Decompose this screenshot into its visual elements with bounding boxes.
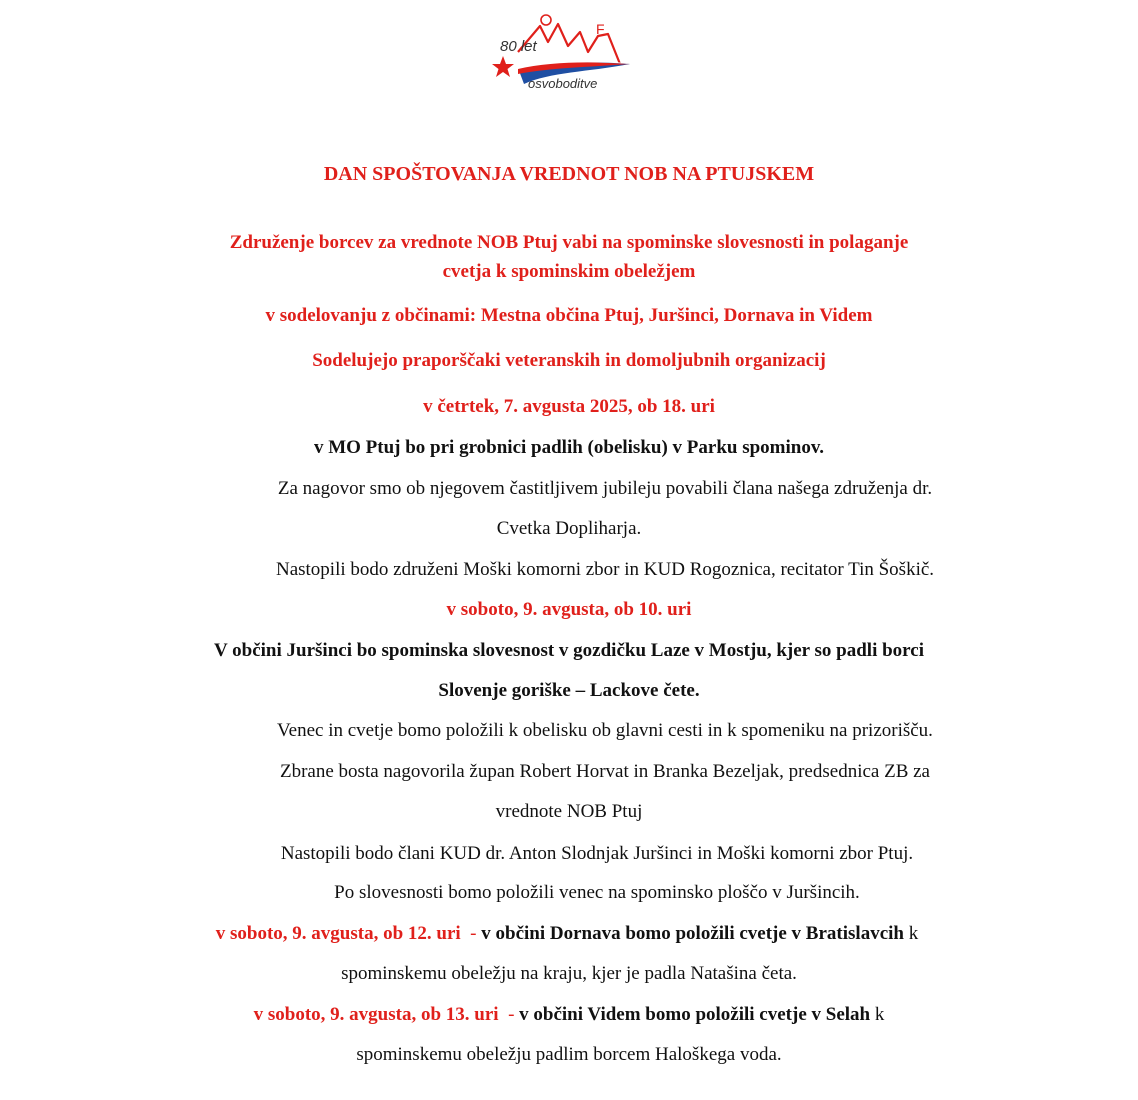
event4-dash: - [508, 1004, 520, 1025]
event4-tail: k [870, 1004, 885, 1025]
anniversary-logo [488, 12, 648, 97]
intro-line-1: Združenje borcev za vrednote NOB Ptuj vabi na spominske slovesnosti in polaganje [229, 232, 909, 253]
logo-word: osvoboditve [528, 76, 598, 91]
event3-line-1 [0, 922, 1136, 946]
star-icon [492, 56, 514, 77]
event1-performers: Nastopili bodo združeni Moški komorni zbor in KUD Rogoznica, recitator Tin Šoškič. [275, 559, 935, 580]
intro-line-4: Sodelujejo praporščaki veteranskih in domoljubnih organizacij [312, 350, 826, 371]
event1-speech-line-1: Za nagovor smo ob njegovem častitljivem jubileju povabili člana našega združenja dr. [277, 478, 933, 499]
event2-wreath: Venec in cvetje bomo položili k obelisku ob glavni cesti in k spomeniku na prizorišču. [277, 720, 933, 741]
event2-place-line-2: Slovenje goriške – Lackove čete. [438, 680, 700, 701]
event3-place: v občini Dornava bomo položili cvetje v Bratislavcih [481, 923, 904, 944]
event2-place-line-1: V občini Juršinci bo spominska slovesnost v gozdičku Laze v Mostju, kjer so padli borci [214, 640, 924, 661]
event3-tail: k [903, 923, 919, 944]
event2-after: Po slovesnosti bomo položili venec na spominsko ploščo v Juršincih. [334, 882, 860, 903]
event3-date: v soboto, 9. avgusta, ob 12. uri [215, 923, 471, 944]
event4-line-2: spominskemu obeležju padlim borcem Haloškega voda. [356, 1044, 782, 1065]
event1-speech-line-2: Cvetka Dopliharja. [496, 518, 642, 539]
page-title: DAN SPOŠTOVANJA VREDNOT NOB NA PTUJSKEM [323, 163, 815, 185]
intro-line-2: cvetja k spominskim obeležjem [442, 261, 696, 282]
event2-performers: Nastopili bodo člani KUD dr. Anton Slodnjak Juršinci in Moški komorni zbor Ptuj. [280, 843, 914, 864]
event4-line-1 [0, 1003, 1138, 1027]
event3-dash: - [470, 923, 482, 944]
event4-place: v občini Videm bomo položili cvetje v Selah [519, 1004, 871, 1025]
event1-place: v MO Ptuj bo pri grobnici padlih (obelisku) v Parku spominov. [313, 437, 825, 458]
logo-years: 80 let [500, 38, 537, 55]
event3-line-2: spominskemu obeležju na kraju, kjer je padla Natašina četa. [341, 963, 797, 984]
event1-date: v četrtek, 7. avgusta 2025, ob 18. uri [423, 396, 715, 417]
event2-speech-line-1: Zbrane bosta nagovorila župan Robert Horvat in Branka Bezeljak, predsednica ZB za [280, 761, 930, 782]
event4-date: v soboto, 9. avgusta, ob 13. uri [253, 1004, 509, 1025]
intro-line-3: v sodelovanju z občinami: Mestna občina Ptuj, Juršinci, Dornava in Videm [265, 305, 873, 326]
event2-speech-line-2: vrednote NOB Ptuj [495, 801, 643, 822]
event2-date: v soboto, 9. avgusta, ob 10. uri [446, 599, 692, 620]
svg-text:F: F [596, 21, 605, 37]
